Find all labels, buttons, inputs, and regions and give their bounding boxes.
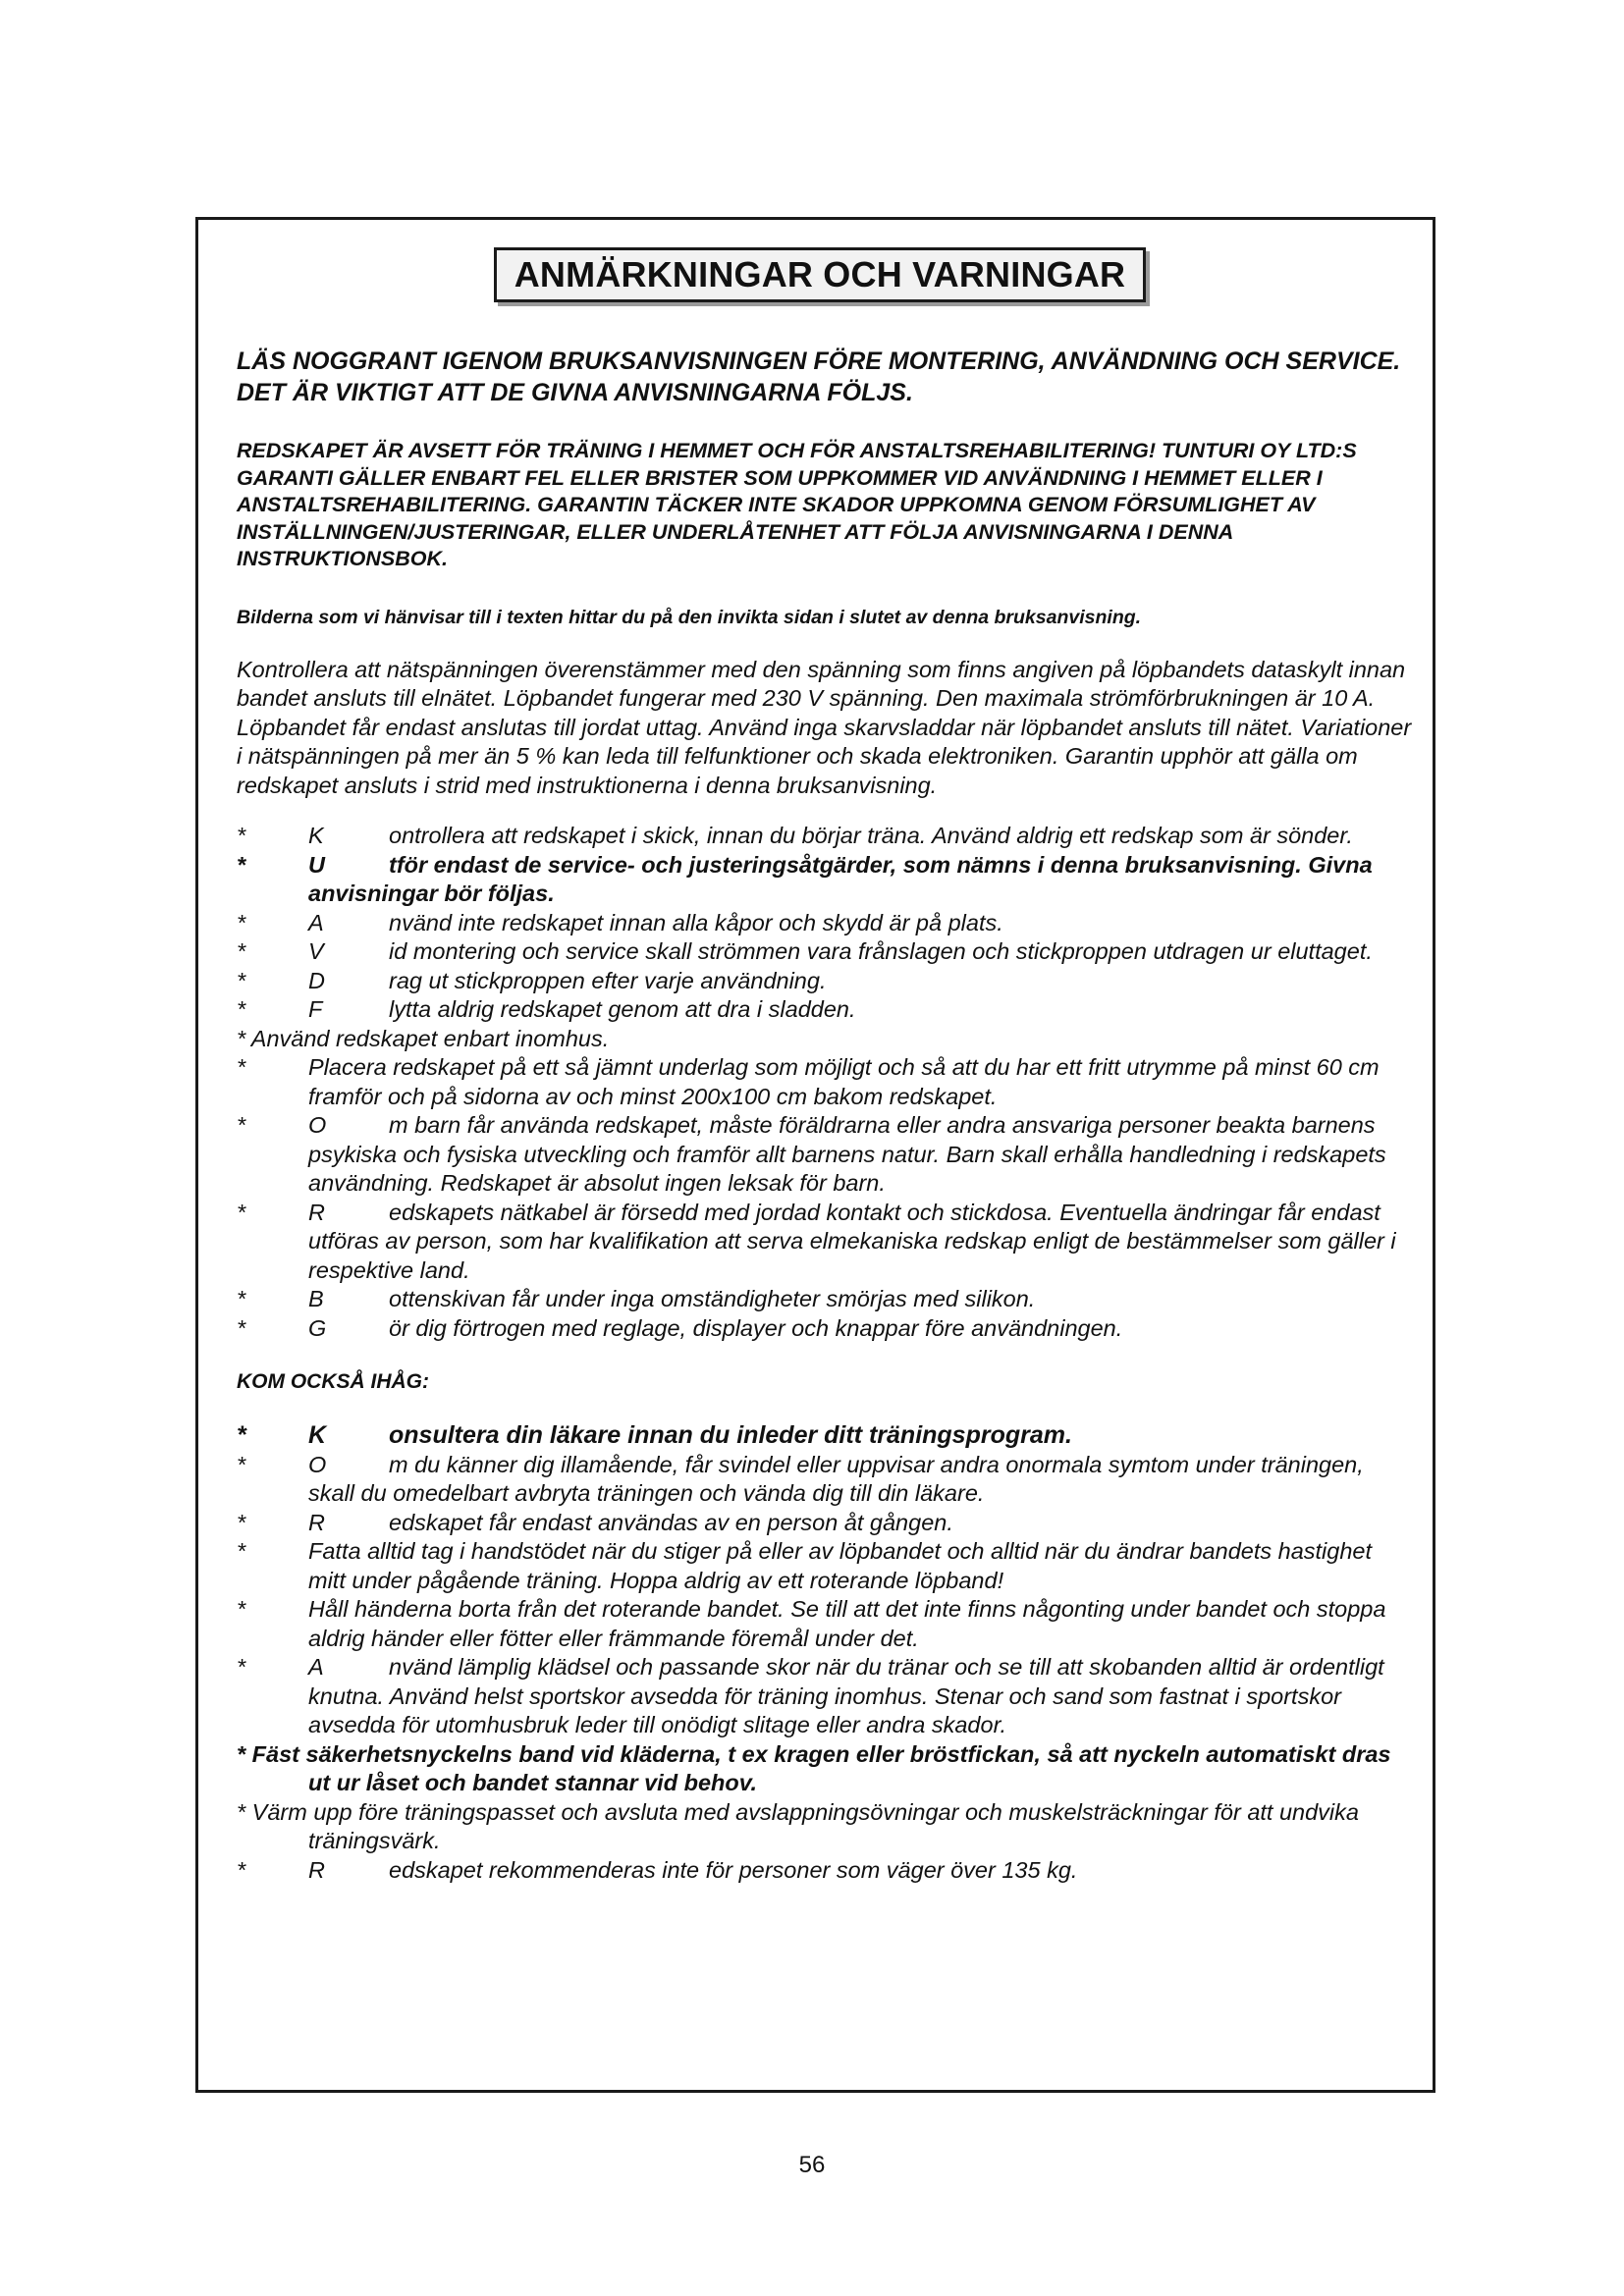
list-item: * K onsultera din läkare innan du inleder ditt träningsprogram.	[237, 1421, 1072, 1449]
list-item: * U tför endast de service- och justeringsåtgärder, som nämns i denna bruksanvisning. Givna anvisningar bör följas.	[237, 851, 1373, 906]
list-item: * K ontrollera att redskapet i skick, innan du börjar träna. Använd aldrig ett redskap som är sönder.	[237, 823, 1353, 848]
list-item: * O m barn får använda redskapet, måste föräldrarna eller andra ansvariga personer beakta barnens psykiska och fysiska utveckling och framför allt barnens natur. Barn skall erhålla handledning i redskapets användning. Redskapet är absolut ingen leksak för barn.	[237, 1112, 1386, 1196]
warranty-paragraph: REDSKAPET ÄR AVSETT FÖR TRÄNING I HEMMET OCH FÖR ANSTALTSREHABILITERING! TUNTURI OY LTD:S GARANTI GÄLLER ENBART FEL ELLER BRISTER SOM UPPKOMMER VID ANVÄNDNING I HEMMET ELLER I ANSTALTSREHABILITERING. GARANTIN TÄCKER INTE SKADOR UPPKOMNA GENOM FÖRSUMLIGHET AV INSTÄLLNINGEN/JUSTERINGAR, ELLER UNDERLÅTENHET ATT FÖLJA ANVISNINGARNA I DENNA INSTRUKTIONSBOK.	[237, 439, 1357, 570]
warnings-list	[237, 822, 1415, 1343]
list-item: * Använd redskapet enbart inomhus.	[237, 1025, 610, 1051]
list-item: * Fatta alltid tag i handstödet när du stiger på eller av löpbandet och alltid när du ändrar bandets hastighet mitt under pågående träning. Hoppa aldrig av ett roterande löpband!	[237, 1538, 1373, 1593]
remember-list	[237, 1421, 1415, 1885]
list-item: * A nvänd inte redskapet innan alla kåpor och skydd är på plats.	[237, 909, 1003, 935]
list-item: * Fäst säkerhetsnyckelns band vid kläderna, t ex kragen eller bröstfickan, så att nyckeln automatiskt dras ut ur låset och bandet stannar vid behov.	[237, 1740, 1391, 1795]
main-content	[237, 346, 1415, 1885]
list-item: * A nvänd lämplig klädsel och passande skor när du tränar och se till att skobanden alltid är ordentligt knutna. Använd helst sportskor avsedda för träning inomhus. Stenar och sand som fastnat i sportskor avsedda för utomhusbruk leder till onödigt slitage eller andra skador.	[237, 1654, 1384, 1737]
list-item: * D rag ut stickproppen efter varje användning.	[237, 967, 827, 993]
intro-bold: LÄS NOGGRANT IGENOM BRUKSANVISNINGEN FÖRE MONTERING, ANVÄNDNING OCH SERVICE. DET ÄR VIKTIGT ATT DE GIVNA ANVISNINGARNA FÖLJS.	[237, 347, 1401, 406]
page-number: 56	[798, 2152, 826, 2178]
images-note: Bilderna som vi hänvisar till i texten hittar du på den invikta sidan i slutet av denna bruksanvisning.	[237, 606, 1142, 628]
list-item: * Värm upp före träningspasset och avsluta med avslappningsövningar och muskelsträckningar för att undvika träningsvärk.	[237, 1798, 1359, 1853]
list-item: * O m du känner dig illamående, får svindel eller uppvisar andra onormala symtom under träningen, skall du omedelbart avbryta träningen och vända dig till din läkare.	[237, 1451, 1364, 1506]
list-item: * F lytta aldrig redskapet genom att dra i sladden.	[237, 996, 856, 1022]
remember-heading: KOM OCKSÅ IHÅG:	[237, 1370, 429, 1393]
page-title: ANMÄRKNINGAR OCH VARNINGAR	[494, 247, 1146, 302]
list-item: * V id montering och service skall strömmen vara frånslagen och stickproppen utdragen ur eluttaget.	[237, 938, 1373, 964]
list-item: * Håll händerna borta från det roterande bandet. Se till att det inte finns någonting under bandet och stoppa aldrig händer eller fötter eller främmande föremål under det.	[237, 1596, 1386, 1651]
voltage-paragraph: Kontrollera att nätspänningen överenstämmer med den spänning som finns angiven på löpbandets dataskylt innan bandet ansluts till elnätet. Löpbandet fungerar med 230 V spänning. Den maximala strömförbrukningen är 10 A. Löpbandet får endast anslutas till jordat uttag. Använd inga skarvsladdar när löpbandet ansluts till nätet. Variationer i nätspänningen på mer än 5 % kan leda till felfunktioner och skada elektroniken. Garantin upphör att gälla om redskapet ansluts i strid med instruktionerna i denna bruksanvisning.	[237, 656, 1412, 798]
list-item: * B ottenskivan får under inga omständigheter smörjas med silikon.	[237, 1286, 1036, 1311]
list-item: * R edskapets nätkabel är försedd med jordad kontakt och stickdosa. Eventuella ändringar får endast utföras av person, som har kvalifikation att serva elmekaniska redskap enligt de bestämmelser som gäller i respektive land.	[237, 1199, 1396, 1283]
list-item: * Placera redskapet på ett så jämnt underlag som möjligt och så att du har ett fritt utrymme på minst 60 cm framför och på sidorna av och minst 200x100 cm bakom redskapet.	[237, 1054, 1380, 1109]
list-item: * R edskapet får endast användas av en person åt gången.	[237, 1509, 953, 1535]
list-item: * G ör dig förtrogen med reglage, displayer och knappar före användningen.	[237, 1314, 1123, 1341]
list-item: * R edskapet rekommenderas inte för personer som väger över 135 kg.	[237, 1856, 1078, 1883]
